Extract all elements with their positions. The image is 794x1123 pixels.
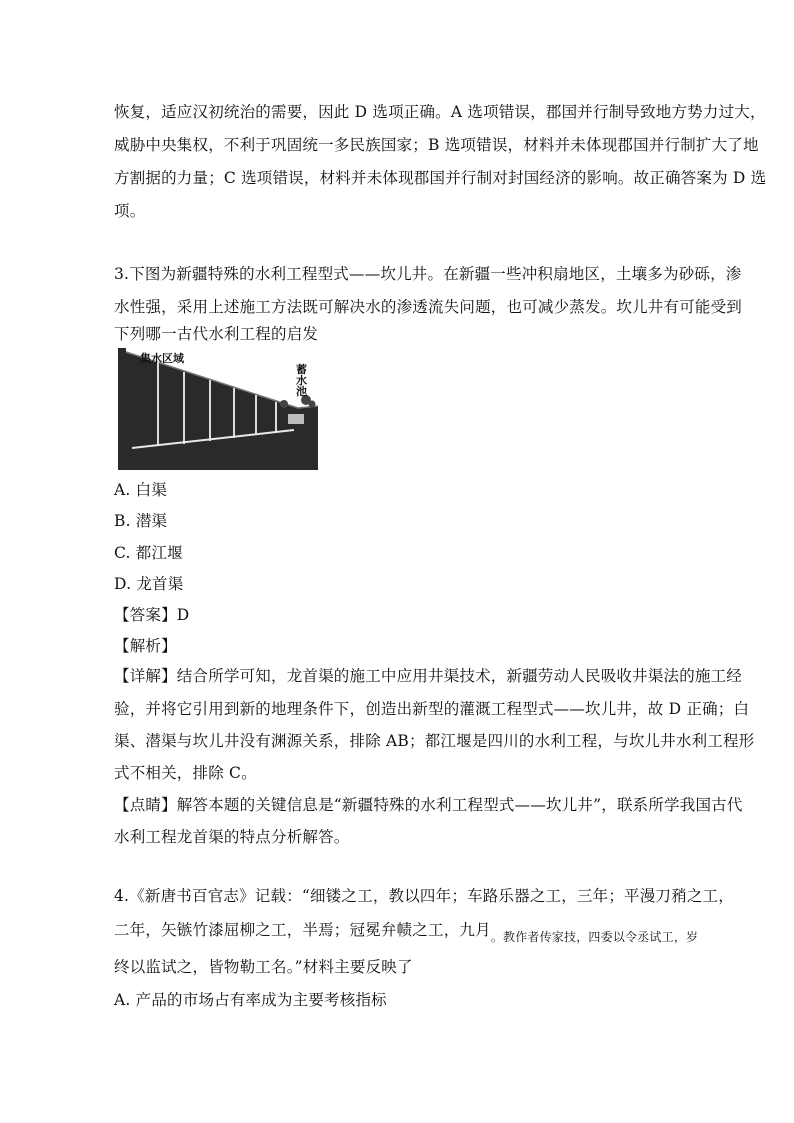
catchment-label: 集水区域 xyxy=(140,352,184,365)
q3-answer: 【答案】D xyxy=(114,606,190,624)
q4-stem-line-1: 4.《新唐书百官志》记载：“细镂之工，教以四年；车路乐器之工，三年；平漫刀矟之工， xyxy=(114,887,734,905)
q3-detail-line-3: 渠、潜渠与坎儿井没有渊源关系，排除 AB；都江堰是四川的水利工程，与坎儿井水利工程形 xyxy=(114,732,755,750)
q3-option-a: A. 白渠 xyxy=(114,481,168,499)
q3-stem-line-1: 3.下图为新疆特殊的水利工程型式——坎儿井。在新疆一些冲积扇地区，土壤多为砂砾，渗 xyxy=(114,265,742,283)
karez-figure xyxy=(118,348,318,470)
q3-option-d: D. 龙首渠 xyxy=(114,575,184,593)
q3-stem-line-3: 下列哪一古代水利工程的启发 xyxy=(114,325,319,343)
q3-option-b: B. 潜渠 xyxy=(114,512,168,530)
pool-label: 蓄水池 xyxy=(296,363,307,398)
q4-stem-line-2b: 。教作者传家技，四委以令丞试工，岁 xyxy=(490,930,699,944)
q3-tip-line-2: 水利工程龙首渠的特点分析解答。 xyxy=(114,828,350,846)
analysis-line-3: 方割据的力量；C 选项错误，材料并未体现郡国并行制对封国经济的影响。故正确答案为 D 选 xyxy=(114,169,767,187)
analysis-line-1: 恢复，适应汉初统治的需要，因此 D 选项正确。A 选项错误，郡国并行制导致地方势力过大， xyxy=(114,103,766,121)
q4-stem-line-3: 终以监试之，皆物勒工名。”材料主要反映了 xyxy=(114,958,413,976)
q4-option-a: A. 产品的市场占有率成为主要考核指标 xyxy=(114,991,387,1009)
q3-stem-line-2: 水性强，采用上述施工方法既可解决水的渗透流失问题，也可减少蒸发。坎儿井有可能受到 xyxy=(114,298,743,316)
q3-detail-line-4: 式不相关，排除 C。 xyxy=(114,764,257,782)
q3-detail-line-2: 验，并将它引用到新的地理条件下，创造出新型的灌溉工程型式——坎儿井，故 D 正确；白 xyxy=(114,700,750,718)
q4-stem-line-2 xyxy=(114,918,699,944)
analysis-line-2: 威胁中央集权，不利于巩固统一多民族国家；B 选项错误，材料并未体现郡国并行制扩大了地 xyxy=(114,136,759,154)
analysis-line-4: 项。 xyxy=(114,202,146,220)
q3-option-c: C. 都江堰 xyxy=(114,544,183,562)
karez-diagram xyxy=(118,348,318,470)
q3-analysis-title: 【解析】 xyxy=(114,637,177,655)
q3-tip-line-1: 【点睛】解答本题的关键信息是“新疆特殊的水利工程型式——坎儿井”，联系所学我国古代 xyxy=(114,796,743,814)
q3-detail-line-1: 【详解】结合所学可知，龙首渠的施工中应用井渠技术，新疆劳动人民吸收井渠法的施工经 xyxy=(114,667,743,685)
q4-stem-line-2a: 二年，矢镞竹漆屈柳之工，半焉；冠冕弁帻之工，九月 xyxy=(114,921,491,939)
